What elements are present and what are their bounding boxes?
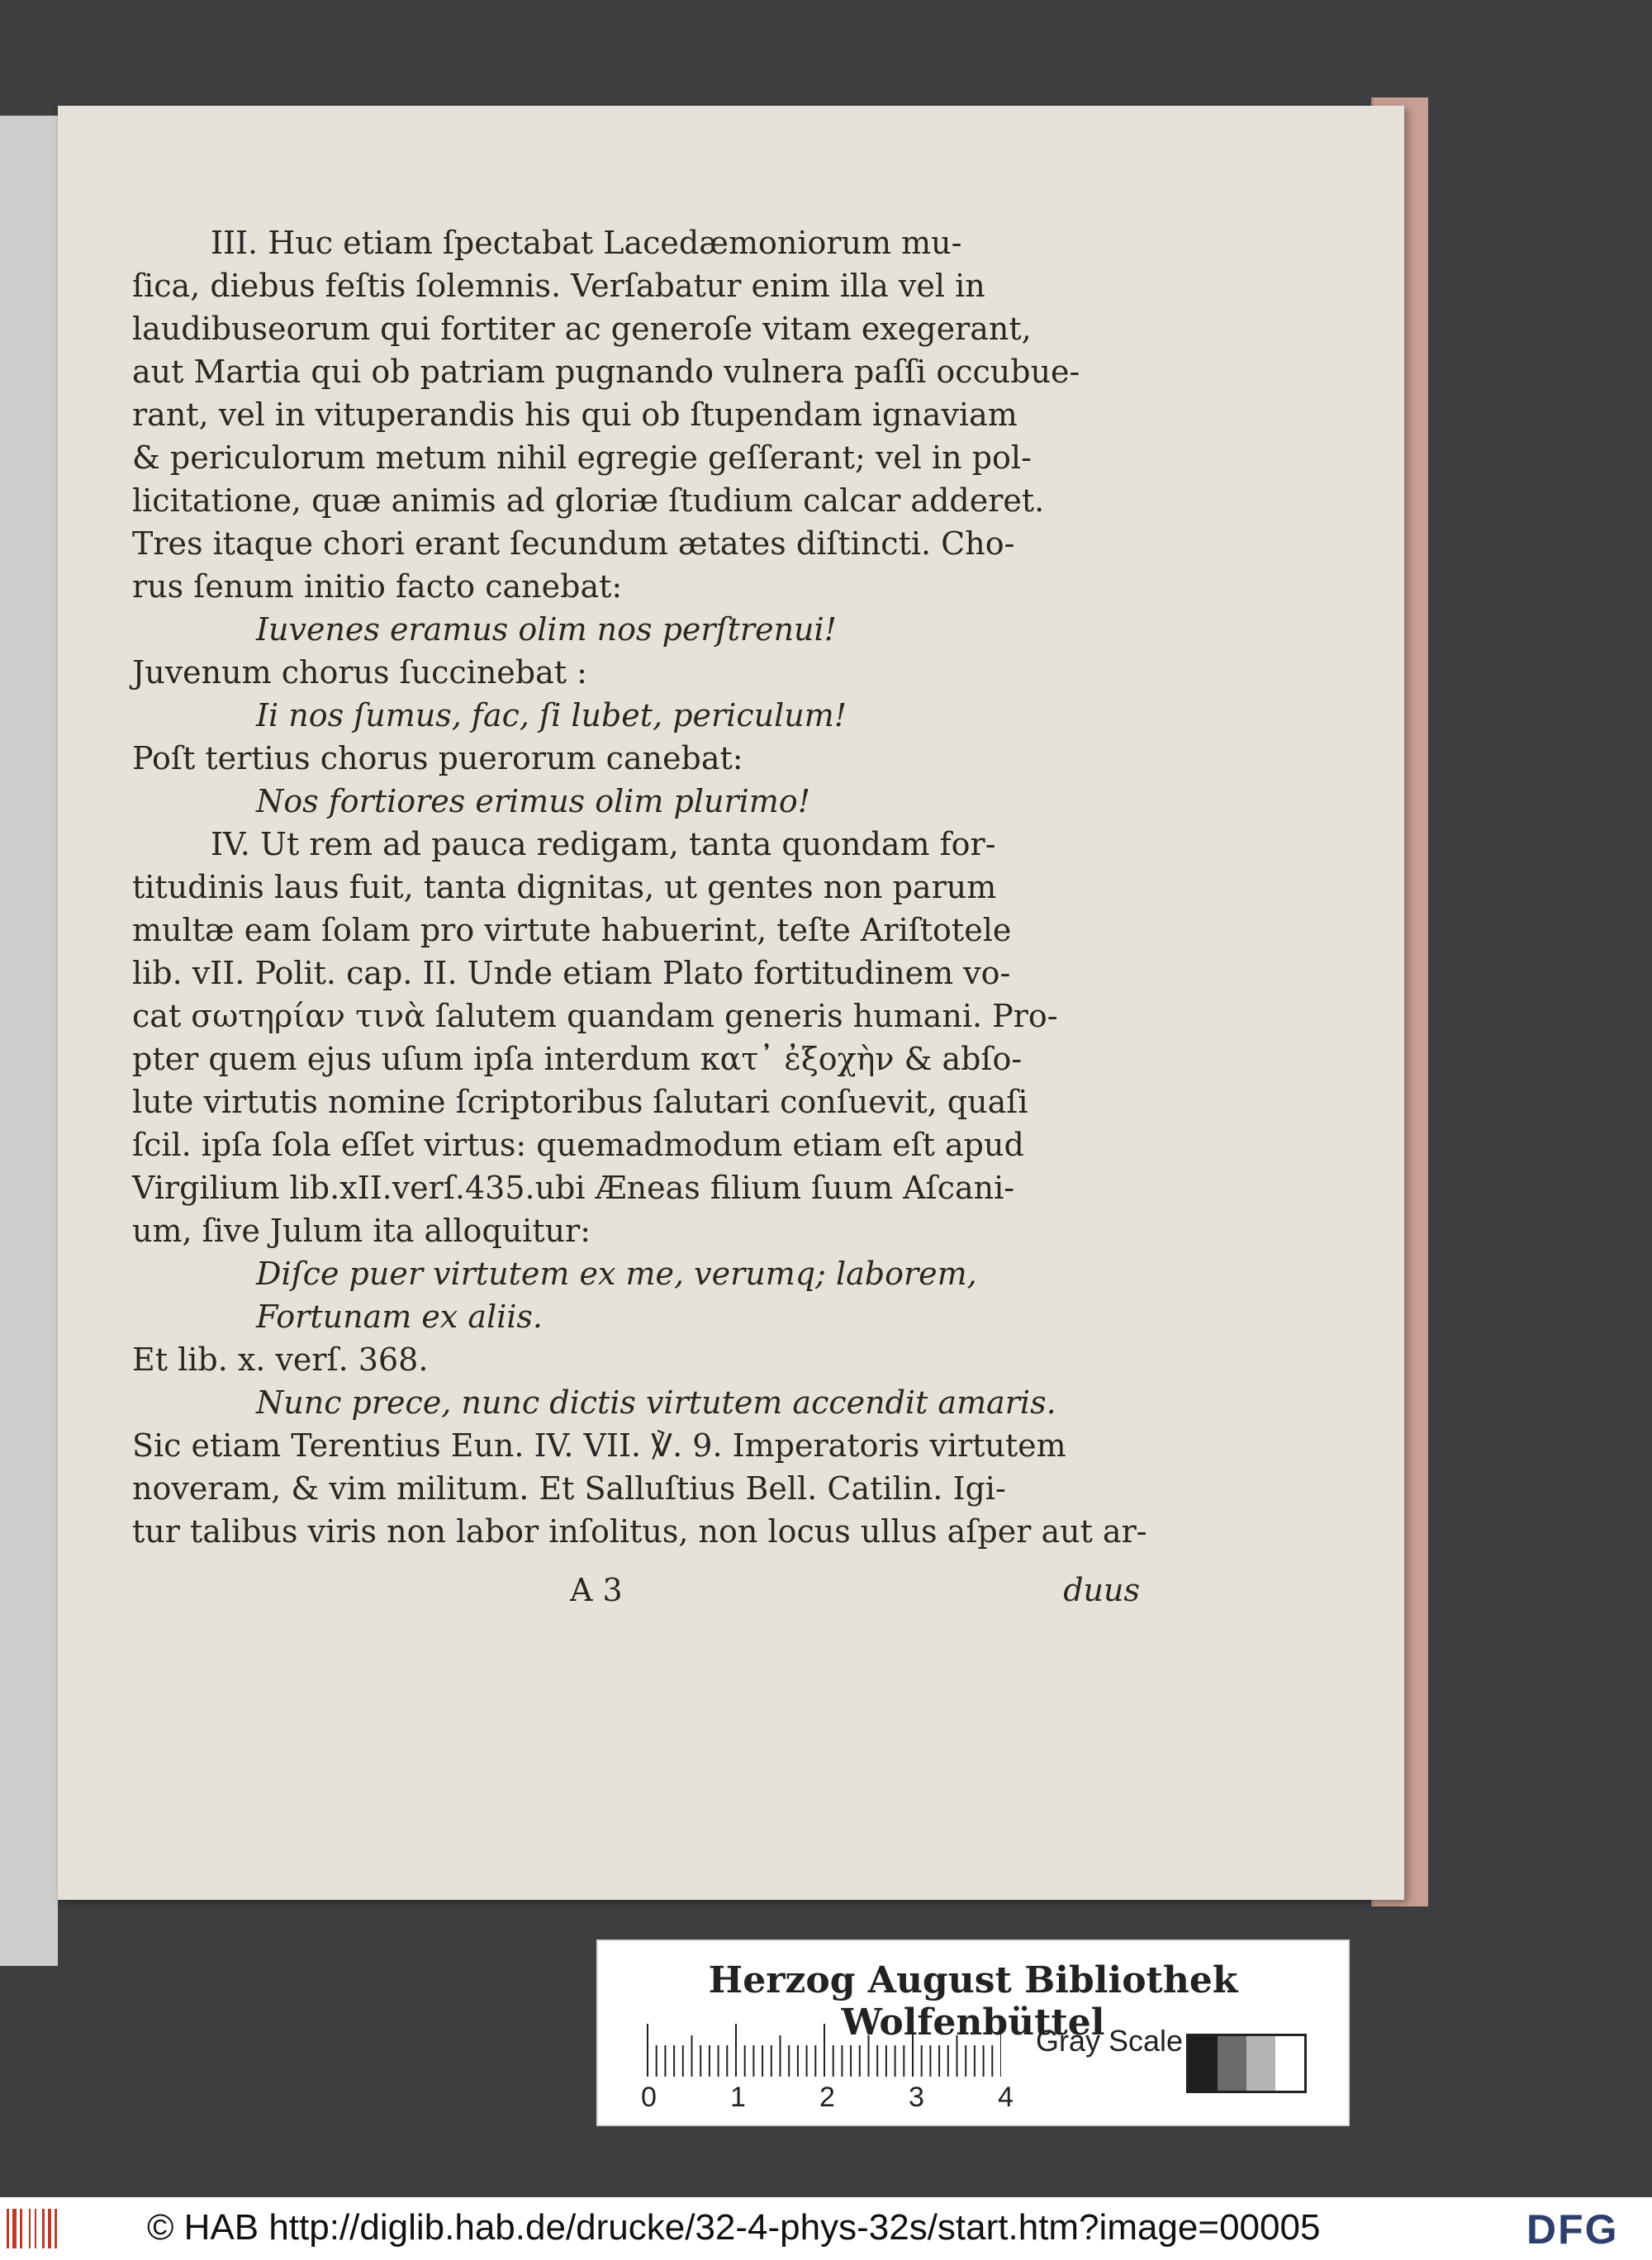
barcode-bar <box>55 2209 57 2248</box>
barcode-bar <box>42 2209 45 2248</box>
text-line: Sic etiam Terentius Eun. IV. VII. ℣. 9. Imperatoris virtutem <box>132 1427 1066 1464</box>
footer-bar <box>0 2197 1652 2260</box>
grayscale-swatches <box>1186 2034 1307 2093</box>
swatch-dark-gray <box>1218 2036 1246 2091</box>
ruler-number-2: 2 <box>819 2082 835 2113</box>
barcode-bar <box>7 2209 9 2248</box>
text-line: rant, vel in vituperandis his qui ob ſtupendam ignaviam <box>132 396 1018 433</box>
ruler-number-4: 4 <box>998 2082 1014 2113</box>
book-page <box>58 106 1404 1900</box>
text-line: rus ſenum initio facto canebat: <box>132 568 623 605</box>
barcode-icon <box>7 2209 71 2248</box>
text-line: & periculorum metum nihil egregie geſſerant; vel in pol- <box>132 439 1032 476</box>
signature-mark: A 3 <box>570 1572 623 1608</box>
text-line: Poſt tertius chorus puerorum canebat: <box>132 740 743 776</box>
text-line: um, ſive Julum ita alloquitur: <box>132 1213 591 1249</box>
swatch-white <box>1275 2036 1304 2091</box>
text-line: pter quem ejus uſum ipſa interdum κατ᾽ ἐξοχὴν & abſo- <box>132 1041 1023 1077</box>
page-footer-line <box>570 1572 1140 1615</box>
text-line: licitatione, quæ animis ad gloriæ ſtudium calcar adderet. <box>132 482 1045 519</box>
barcode-bar <box>35 2209 36 2248</box>
text-line: III. Huc etiam ſpectabat Lacedæmoniorum mu- <box>211 225 962 261</box>
copyright-url[interactable]: © HAB http://diglib.hab.de/drucke/32-4-phys-32s/start.htm?image=00005 <box>147 2207 1321 2248</box>
text-line: Ii nos ſumus, fac, ſi lubet, periculum! <box>256 697 847 734</box>
ruler-scale <box>646 2024 1001 2077</box>
text-line: laudibuseorum qui fortiter ac generoſe vitam exegerant, <box>132 311 1032 347</box>
barcode-bar <box>29 2209 31 2248</box>
barcode-bar <box>12 2209 17 2248</box>
text-line: Nunc prece, nunc dictis virtutem accendit amaris. <box>256 1384 1056 1421</box>
grayscale-label: Gray Scale <box>1036 2024 1184 2058</box>
text-line: Tres itaque chori erant ſecundum ætates diſtincti. Cho- <box>132 525 1015 562</box>
barcode-bar <box>48 2209 51 2248</box>
ruler-number-3: 3 <box>909 2082 924 2113</box>
text-line: cat σωτηρίαν τινὰ ſalutem quandam generis humani. Pro- <box>132 998 1058 1034</box>
dfg-logo: DFG <box>1526 2206 1619 2253</box>
text-line: IV. Ut rem ad pauca redigam, tanta quondam for- <box>211 826 996 862</box>
text-line: aut Martia qui ob patriam pugnando vulnera paſſi occubue- <box>132 354 1080 390</box>
text-line: tur talibus viris non labor inſolitus, non locus ullus aſper aut ar- <box>132 1513 1147 1550</box>
text-line: Et lib. x. verſ. 368. <box>132 1341 429 1378</box>
barcode-bar <box>20 2209 22 2248</box>
text-line: ſica, diebus feſtis ſolemnis. Verſabatur enim illa vel in <box>132 268 985 304</box>
library-name: Herzog August Bibliothek Wolfenbüttel <box>708 1959 1238 2044</box>
text-line: lib. vII. Polit. cap. II. Unde etiam Plato fortitudinem vo- <box>132 955 1011 991</box>
text-line: ſcil. ipſa ſola eſſet virtus: quemadmodum etiam eſt apud <box>132 1127 1024 1163</box>
text-line: lute virtutis nomine ſcriptoribus ſalutari conſuevit, quaſi <box>132 1084 1028 1120</box>
text-line: Fortunam ex aliis. <box>256 1299 544 1335</box>
text-line: titudinis laus fuit, tanta dignitas, ut gentes non parum <box>132 869 997 905</box>
ruler-number-0: 0 <box>641 2082 657 2113</box>
text-line: multæ eam ſolam pro virtute habuerint, teſte Ariſtotele <box>132 912 1012 948</box>
text-line: Juvenum chorus ſuccinebat : <box>132 654 587 691</box>
swatch-light-gray <box>1246 2036 1275 2091</box>
text-line: Diſce puer virtutem ex me, verumq; laborem, <box>256 1256 977 1292</box>
text-line: Virgilium lib.xII.verſ.435.ubi Æneas filium ſuum Aſcani- <box>132 1170 1015 1206</box>
page-text-block <box>132 221 1147 1553</box>
catchword: duus <box>1063 1572 1140 1608</box>
text-line: Iuvenes eramus olim nos perſtrenui! <box>256 611 837 648</box>
text-line: Nos fortiores erimus olim plurimo! <box>256 783 810 819</box>
previous-page-edge <box>0 116 58 1966</box>
swatch-black <box>1189 2036 1218 2091</box>
text-line: noveram, & vim militum. Et Salluſtius Bell. Catilin. Igi- <box>132 1470 1006 1507</box>
library-color-card <box>596 1940 1350 2126</box>
ruler-number-1: 1 <box>730 2082 746 2113</box>
